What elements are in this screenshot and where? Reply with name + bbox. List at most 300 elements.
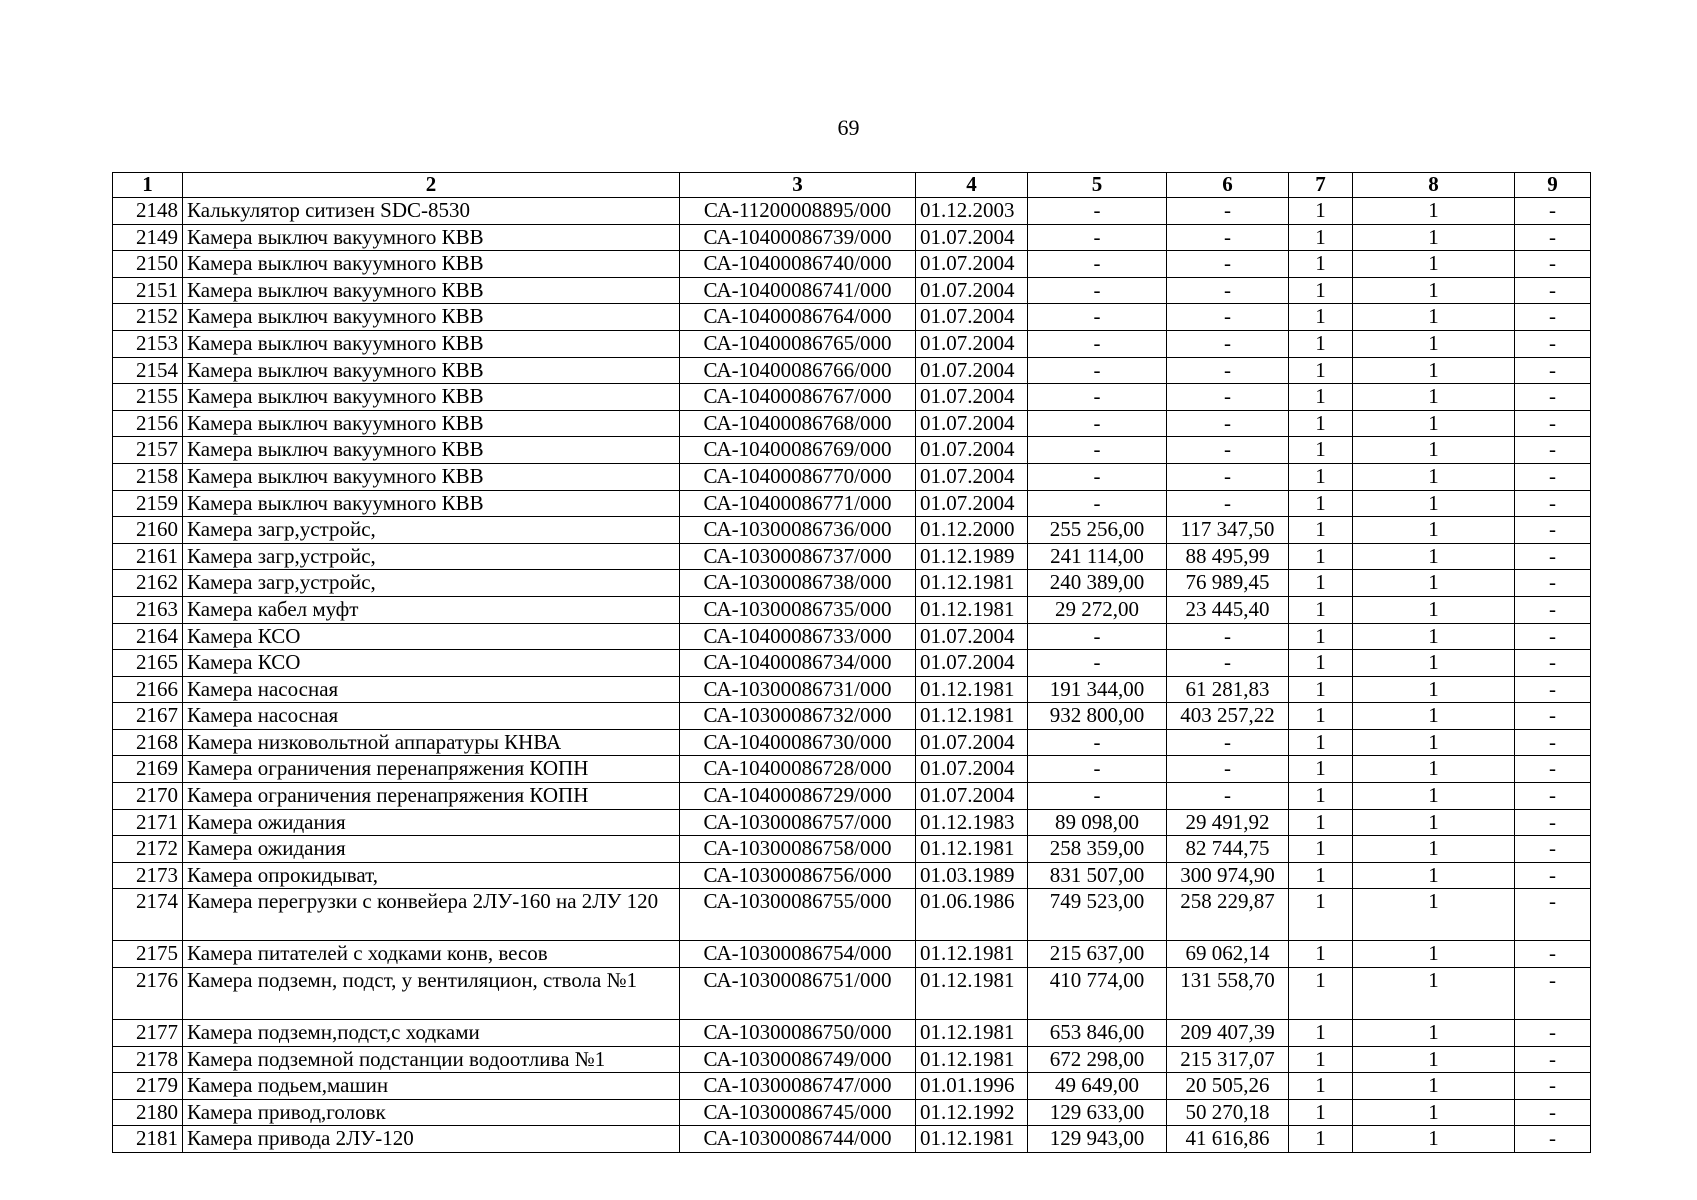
header-row bbox=[113, 173, 1591, 198]
initial-cost-cell: 240 389,00 bbox=[1028, 570, 1167, 597]
table-row bbox=[113, 809, 1591, 836]
item-name-cell: Камера ожидания bbox=[183, 809, 680, 836]
table-row bbox=[113, 437, 1591, 464]
quantity-actual-cell: 1 bbox=[1353, 809, 1515, 836]
column-header: 3 bbox=[680, 173, 916, 198]
residual-cost-cell: - bbox=[1167, 650, 1289, 677]
column-header: 9 bbox=[1515, 173, 1591, 198]
initial-cost-cell: 29 272,00 bbox=[1028, 596, 1167, 623]
table-row bbox=[113, 330, 1591, 357]
row-number-cell: 2163 bbox=[113, 596, 183, 623]
inventory-number-cell: СА-10300086745/000 bbox=[680, 1099, 916, 1126]
residual-cost-cell: 23 445,40 bbox=[1167, 596, 1289, 623]
date-cell: 01.07.2004 bbox=[916, 490, 1028, 517]
table-row bbox=[113, 490, 1591, 517]
residual-cost-cell: - bbox=[1167, 729, 1289, 756]
date-cell: 01.07.2004 bbox=[916, 756, 1028, 783]
quantity-cell: 1 bbox=[1289, 596, 1353, 623]
row-number-cell: 2180 bbox=[113, 1099, 183, 1126]
note-cell: - bbox=[1515, 862, 1591, 889]
quantity-cell: 1 bbox=[1289, 357, 1353, 384]
row-number-cell: 2168 bbox=[113, 729, 183, 756]
table-row bbox=[113, 968, 1591, 1020]
quantity-actual-cell: 1 bbox=[1353, 463, 1515, 490]
date-cell: 01.07.2004 bbox=[916, 384, 1028, 411]
row-number-cell: 2152 bbox=[113, 304, 183, 331]
table-row bbox=[113, 862, 1591, 889]
item-name-cell: Камера привод,головк bbox=[183, 1099, 680, 1126]
quantity-cell: 1 bbox=[1289, 783, 1353, 810]
inventory-number-cell: СА-10400086766/000 bbox=[680, 357, 916, 384]
note-cell: - bbox=[1515, 224, 1591, 251]
row-number-cell: 2170 bbox=[113, 783, 183, 810]
quantity-actual-cell: 1 bbox=[1353, 703, 1515, 730]
inventory-number-cell: СА-11200008895/000 bbox=[680, 198, 916, 225]
quantity-cell: 1 bbox=[1289, 304, 1353, 331]
initial-cost-cell: 831 507,00 bbox=[1028, 862, 1167, 889]
column-header: 1 bbox=[113, 173, 183, 198]
table-row bbox=[113, 463, 1591, 490]
initial-cost-cell: 241 114,00 bbox=[1028, 543, 1167, 570]
page-number: 69 bbox=[837, 115, 860, 140]
row-number-cell: 2150 bbox=[113, 251, 183, 278]
quantity-cell: 1 bbox=[1289, 836, 1353, 863]
residual-cost-cell: 88 495,99 bbox=[1167, 543, 1289, 570]
table-row bbox=[113, 596, 1591, 623]
inventory-number-cell: СА-10400086770/000 bbox=[680, 463, 916, 490]
date-cell: 01.07.2004 bbox=[916, 277, 1028, 304]
date-cell: 01.07.2004 bbox=[916, 410, 1028, 437]
item-name-cell: Камера кабел муфт bbox=[183, 596, 680, 623]
residual-cost-cell: 117 347,50 bbox=[1167, 517, 1289, 544]
note-cell: - bbox=[1515, 729, 1591, 756]
date-cell: 01.12.1981 bbox=[916, 596, 1028, 623]
table-row bbox=[113, 1020, 1591, 1047]
inventory-number-cell: СА-10300086732/000 bbox=[680, 703, 916, 730]
item-name-cell: Камера опрокидыват, bbox=[183, 862, 680, 889]
item-name-cell: Камера подьем,машин bbox=[183, 1073, 680, 1100]
residual-cost-cell: 131 558,70 bbox=[1167, 968, 1289, 1020]
residual-cost-cell: 403 257,22 bbox=[1167, 703, 1289, 730]
item-name-cell: Камера выключ вакуумного КВВ bbox=[183, 437, 680, 464]
note-cell: - bbox=[1515, 596, 1591, 623]
item-name-cell: Камера подземн,подст,с ходками bbox=[183, 1020, 680, 1047]
table-row bbox=[113, 251, 1591, 278]
inventory-number-cell: СА-10300086747/000 bbox=[680, 1073, 916, 1100]
item-name-cell: Камера выключ вакуумного КВВ bbox=[183, 304, 680, 331]
item-name-cell: Камера насосная bbox=[183, 703, 680, 730]
date-cell: 01.12.1981 bbox=[916, 836, 1028, 863]
residual-cost-cell: - bbox=[1167, 198, 1289, 225]
date-cell: 01.06.1986 bbox=[916, 889, 1028, 941]
residual-cost-cell: 41 616,86 bbox=[1167, 1126, 1289, 1153]
quantity-actual-cell: 1 bbox=[1353, 596, 1515, 623]
residual-cost-cell: 215 317,07 bbox=[1167, 1046, 1289, 1073]
item-name-cell: Камера загр,устройс, bbox=[183, 517, 680, 544]
initial-cost-cell: 191 344,00 bbox=[1028, 676, 1167, 703]
note-cell: - bbox=[1515, 463, 1591, 490]
table-row bbox=[113, 676, 1591, 703]
initial-cost-cell: 932 800,00 bbox=[1028, 703, 1167, 730]
initial-cost-cell: - bbox=[1028, 623, 1167, 650]
quantity-actual-cell: 1 bbox=[1353, 437, 1515, 464]
quantity-actual-cell: 1 bbox=[1353, 384, 1515, 411]
initial-cost-cell: - bbox=[1028, 198, 1167, 225]
table-row bbox=[113, 277, 1591, 304]
quantity-cell: 1 bbox=[1289, 650, 1353, 677]
quantity-cell: 1 bbox=[1289, 463, 1353, 490]
residual-cost-cell: 76 989,45 bbox=[1167, 570, 1289, 597]
date-cell: 01.01.1996 bbox=[916, 1073, 1028, 1100]
residual-cost-cell: - bbox=[1167, 330, 1289, 357]
row-number-cell: 2148 bbox=[113, 198, 183, 225]
note-cell: - bbox=[1515, 650, 1591, 677]
date-cell: 01.12.2000 bbox=[916, 517, 1028, 544]
row-number-cell: 2155 bbox=[113, 384, 183, 411]
quantity-actual-cell: 1 bbox=[1353, 623, 1515, 650]
residual-cost-cell: 209 407,39 bbox=[1167, 1020, 1289, 1047]
date-cell: 01.07.2004 bbox=[916, 251, 1028, 278]
inventory-number-cell: СА-10300086731/000 bbox=[680, 676, 916, 703]
inventory-number-cell: СА-10400086739/000 bbox=[680, 224, 916, 251]
quantity-actual-cell: 1 bbox=[1353, 543, 1515, 570]
inventory-number-cell: СА-10300086735/000 bbox=[680, 596, 916, 623]
row-number-cell: 2176 bbox=[113, 968, 183, 1020]
quantity-cell: 1 bbox=[1289, 277, 1353, 304]
item-name-cell: Камера перегрузки с конвейера 2ЛУ-160 на 2ЛУ 120 bbox=[183, 889, 680, 941]
row-number-cell: 2174 bbox=[113, 889, 183, 941]
quantity-cell: 1 bbox=[1289, 729, 1353, 756]
column-header: 8 bbox=[1353, 173, 1515, 198]
date-cell: 01.12.1989 bbox=[916, 543, 1028, 570]
date-cell: 01.07.2004 bbox=[916, 437, 1028, 464]
initial-cost-cell: - bbox=[1028, 437, 1167, 464]
initial-cost-cell: 89 098,00 bbox=[1028, 809, 1167, 836]
inventory-number-cell: СА-10400086765/000 bbox=[680, 330, 916, 357]
initial-cost-cell: - bbox=[1028, 304, 1167, 331]
table-row bbox=[113, 384, 1591, 411]
initial-cost-cell: - bbox=[1028, 650, 1167, 677]
initial-cost-cell: - bbox=[1028, 463, 1167, 490]
row-number-cell: 2167 bbox=[113, 703, 183, 730]
inventory-number-cell: СА-10400086768/000 bbox=[680, 410, 916, 437]
quantity-actual-cell: 1 bbox=[1353, 889, 1515, 941]
item-name-cell: Камера подземн, подст, у вентиляцион, ствола №1 bbox=[183, 968, 680, 1020]
initial-cost-cell: 255 256,00 bbox=[1028, 517, 1167, 544]
table-header bbox=[113, 173, 1591, 198]
residual-cost-cell: - bbox=[1167, 277, 1289, 304]
residual-cost-cell: - bbox=[1167, 463, 1289, 490]
table-body bbox=[113, 198, 1591, 1153]
row-number-cell: 2154 bbox=[113, 357, 183, 384]
column-header: 4 bbox=[916, 173, 1028, 198]
row-number-cell: 2175 bbox=[113, 941, 183, 968]
item-name-cell: Калькулятор ситизен SDC-8530 bbox=[183, 198, 680, 225]
item-name-cell: Камера загр,устройс, bbox=[183, 570, 680, 597]
initial-cost-cell: - bbox=[1028, 756, 1167, 783]
quantity-cell: 1 bbox=[1289, 809, 1353, 836]
date-cell: 01.12.1981 bbox=[916, 1126, 1028, 1153]
quantity-cell: 1 bbox=[1289, 543, 1353, 570]
date-cell: 01.07.2004 bbox=[916, 330, 1028, 357]
residual-cost-cell: - bbox=[1167, 384, 1289, 411]
date-cell: 01.07.2004 bbox=[916, 729, 1028, 756]
item-name-cell: Камера привода 2ЛУ-120 bbox=[183, 1126, 680, 1153]
quantity-cell: 1 bbox=[1289, 1099, 1353, 1126]
table-row bbox=[113, 783, 1591, 810]
date-cell: 01.12.1981 bbox=[916, 703, 1028, 730]
inventory-number-cell: СА-10400086771/000 bbox=[680, 490, 916, 517]
quantity-cell: 1 bbox=[1289, 1073, 1353, 1100]
row-number-cell: 2158 bbox=[113, 463, 183, 490]
initial-cost-cell: - bbox=[1028, 224, 1167, 251]
note-cell: - bbox=[1515, 703, 1591, 730]
note-cell: - bbox=[1515, 384, 1591, 411]
quantity-actual-cell: 1 bbox=[1353, 277, 1515, 304]
note-cell: - bbox=[1515, 1020, 1591, 1047]
inventory-number-cell: СА-10400086729/000 bbox=[680, 783, 916, 810]
residual-cost-cell: - bbox=[1167, 304, 1289, 331]
residual-cost-cell: 29 491,92 bbox=[1167, 809, 1289, 836]
quantity-cell: 1 bbox=[1289, 251, 1353, 278]
inventory-number-cell: СА-10400086767/000 bbox=[680, 384, 916, 411]
initial-cost-cell: - bbox=[1028, 277, 1167, 304]
item-name-cell: Камера выключ вакуумного КВВ bbox=[183, 410, 680, 437]
inventory-number-cell: СА-10400086769/000 bbox=[680, 437, 916, 464]
row-number-cell: 2151 bbox=[113, 277, 183, 304]
quantity-cell: 1 bbox=[1289, 490, 1353, 517]
date-cell: 01.12.2003 bbox=[916, 198, 1028, 225]
row-number-cell: 2166 bbox=[113, 676, 183, 703]
item-name-cell: Камера КСО bbox=[183, 623, 680, 650]
quantity-actual-cell: 1 bbox=[1353, 756, 1515, 783]
table-row bbox=[113, 410, 1591, 437]
date-cell: 01.03.1989 bbox=[916, 862, 1028, 889]
table-row bbox=[113, 703, 1591, 730]
quantity-cell: 1 bbox=[1289, 756, 1353, 783]
note-cell: - bbox=[1515, 623, 1591, 650]
quantity-cell: 1 bbox=[1289, 330, 1353, 357]
item-name-cell: Камера выключ вакуумного КВВ bbox=[183, 384, 680, 411]
item-name-cell: Камера ограничения перенапряжения КОПН bbox=[183, 756, 680, 783]
inventory-number-cell: СА-10300086754/000 bbox=[680, 941, 916, 968]
item-name-cell: Камера выключ вакуумного КВВ bbox=[183, 463, 680, 490]
inventory-number-cell: СА-10300086744/000 bbox=[680, 1126, 916, 1153]
note-cell: - bbox=[1515, 676, 1591, 703]
note-cell: - bbox=[1515, 1046, 1591, 1073]
quantity-actual-cell: 1 bbox=[1353, 304, 1515, 331]
note-cell: - bbox=[1515, 437, 1591, 464]
date-cell: 01.12.1983 bbox=[916, 809, 1028, 836]
inventory-number-cell: СА-10400086741/000 bbox=[680, 277, 916, 304]
table-row bbox=[113, 570, 1591, 597]
inventory-number-cell: СА-10300086750/000 bbox=[680, 1020, 916, 1047]
quantity-actual-cell: 1 bbox=[1353, 836, 1515, 863]
initial-cost-cell: 672 298,00 bbox=[1028, 1046, 1167, 1073]
quantity-cell: 1 bbox=[1289, 570, 1353, 597]
row-number-cell: 2179 bbox=[113, 1073, 183, 1100]
date-cell: 01.12.1981 bbox=[916, 676, 1028, 703]
date-cell: 01.12.1981 bbox=[916, 941, 1028, 968]
inventory-number-cell: СА-10400086728/000 bbox=[680, 756, 916, 783]
quantity-actual-cell: 1 bbox=[1353, 1099, 1515, 1126]
inventory-number-cell: СА-10400086734/000 bbox=[680, 650, 916, 677]
note-cell: - bbox=[1515, 543, 1591, 570]
table-row bbox=[113, 729, 1591, 756]
quantity-cell: 1 bbox=[1289, 1020, 1353, 1047]
item-name-cell: Камера выключ вакуумного КВВ bbox=[183, 277, 680, 304]
note-cell: - bbox=[1515, 836, 1591, 863]
initial-cost-cell: - bbox=[1028, 251, 1167, 278]
initial-cost-cell: - bbox=[1028, 357, 1167, 384]
initial-cost-cell: 129 943,00 bbox=[1028, 1126, 1167, 1153]
residual-cost-cell: 50 270,18 bbox=[1167, 1099, 1289, 1126]
row-number-cell: 2156 bbox=[113, 410, 183, 437]
row-number-cell: 2172 bbox=[113, 836, 183, 863]
item-name-cell: Камера подземной подстанции водоотлива №1 bbox=[183, 1046, 680, 1073]
table-row bbox=[113, 543, 1591, 570]
row-number-cell: 2162 bbox=[113, 570, 183, 597]
residual-cost-cell: - bbox=[1167, 756, 1289, 783]
quantity-cell: 1 bbox=[1289, 968, 1353, 1020]
inventory-number-cell: СА-10400086733/000 bbox=[680, 623, 916, 650]
table-row bbox=[113, 304, 1591, 331]
inventory-number-cell: СА-10400086730/000 bbox=[680, 729, 916, 756]
residual-cost-cell: 69 062,14 bbox=[1167, 941, 1289, 968]
item-name-cell: Камера выключ вакуумного КВВ bbox=[183, 490, 680, 517]
quantity-actual-cell: 1 bbox=[1353, 1126, 1515, 1153]
initial-cost-cell: 215 637,00 bbox=[1028, 941, 1167, 968]
inventory-number-cell: СА-10300086756/000 bbox=[680, 862, 916, 889]
quantity-actual-cell: 1 bbox=[1353, 410, 1515, 437]
row-number-cell: 2165 bbox=[113, 650, 183, 677]
date-cell: 01.07.2004 bbox=[916, 224, 1028, 251]
column-header: 5 bbox=[1028, 173, 1167, 198]
date-cell: 01.12.1981 bbox=[916, 570, 1028, 597]
quantity-actual-cell: 1 bbox=[1353, 729, 1515, 756]
quantity-cell: 1 bbox=[1289, 410, 1353, 437]
table-row bbox=[113, 1126, 1591, 1153]
item-name-cell: Камера выключ вакуумного КВВ bbox=[183, 251, 680, 278]
date-cell: 01.12.1981 bbox=[916, 1046, 1028, 1073]
initial-cost-cell: - bbox=[1028, 384, 1167, 411]
note-cell: - bbox=[1515, 304, 1591, 331]
quantity-cell: 1 bbox=[1289, 1126, 1353, 1153]
initial-cost-cell: 410 774,00 bbox=[1028, 968, 1167, 1020]
quantity-cell: 1 bbox=[1289, 862, 1353, 889]
residual-cost-cell: 20 505,26 bbox=[1167, 1073, 1289, 1100]
row-number-cell: 2157 bbox=[113, 437, 183, 464]
quantity-cell: 1 bbox=[1289, 703, 1353, 730]
date-cell: 01.07.2004 bbox=[916, 304, 1028, 331]
note-cell: - bbox=[1515, 410, 1591, 437]
inventory-table bbox=[112, 172, 1591, 1153]
inventory-number-cell: СА-10300086755/000 bbox=[680, 889, 916, 941]
table-row bbox=[113, 1099, 1591, 1126]
quantity-cell: 1 bbox=[1289, 384, 1353, 411]
table-row bbox=[113, 1073, 1591, 1100]
note-cell: - bbox=[1515, 968, 1591, 1020]
inventory-number-cell: СА-10300086758/000 bbox=[680, 836, 916, 863]
column-header: 2 bbox=[183, 173, 680, 198]
quantity-actual-cell: 1 bbox=[1353, 783, 1515, 810]
quantity-actual-cell: 1 bbox=[1353, 517, 1515, 544]
row-number-cell: 2181 bbox=[113, 1126, 183, 1153]
row-number-cell: 2177 bbox=[113, 1020, 183, 1047]
note-cell: - bbox=[1515, 517, 1591, 544]
row-number-cell: 2171 bbox=[113, 809, 183, 836]
note-cell: - bbox=[1515, 277, 1591, 304]
column-header: 6 bbox=[1167, 173, 1289, 198]
quantity-actual-cell: 1 bbox=[1353, 1046, 1515, 1073]
item-name-cell: Камера ожидания bbox=[183, 836, 680, 863]
inventory-number-cell: СА-10400086740/000 bbox=[680, 251, 916, 278]
residual-cost-cell: - bbox=[1167, 623, 1289, 650]
row-number-cell: 2178 bbox=[113, 1046, 183, 1073]
quantity-actual-cell: 1 bbox=[1353, 330, 1515, 357]
initial-cost-cell: 653 846,00 bbox=[1028, 1020, 1167, 1047]
note-cell: - bbox=[1515, 941, 1591, 968]
table-row bbox=[113, 517, 1591, 544]
date-cell: 01.07.2004 bbox=[916, 650, 1028, 677]
table-row bbox=[113, 941, 1591, 968]
inventory-number-cell: СА-10300086736/000 bbox=[680, 517, 916, 544]
note-cell: - bbox=[1515, 357, 1591, 384]
inventory-number-cell: СА-10400086764/000 bbox=[680, 304, 916, 331]
quantity-cell: 1 bbox=[1289, 517, 1353, 544]
quantity-actual-cell: 1 bbox=[1353, 968, 1515, 1020]
initial-cost-cell: 749 523,00 bbox=[1028, 889, 1167, 941]
residual-cost-cell: - bbox=[1167, 410, 1289, 437]
quantity-cell: 1 bbox=[1289, 941, 1353, 968]
inventory-number-cell: СА-10300086738/000 bbox=[680, 570, 916, 597]
note-cell: - bbox=[1515, 1126, 1591, 1153]
inventory-number-cell: СА-10300086749/000 bbox=[680, 1046, 916, 1073]
residual-cost-cell: - bbox=[1167, 437, 1289, 464]
date-cell: 01.07.2004 bbox=[916, 783, 1028, 810]
item-name-cell: Камера выключ вакуумного КВВ bbox=[183, 330, 680, 357]
date-cell: 01.07.2004 bbox=[916, 463, 1028, 490]
note-cell: - bbox=[1515, 251, 1591, 278]
initial-cost-cell: - bbox=[1028, 729, 1167, 756]
quantity-actual-cell: 1 bbox=[1353, 862, 1515, 889]
date-cell: 01.12.1992 bbox=[916, 1099, 1028, 1126]
quantity-actual-cell: 1 bbox=[1353, 650, 1515, 677]
inventory-number-cell: СА-10300086757/000 bbox=[680, 809, 916, 836]
quantity-cell: 1 bbox=[1289, 198, 1353, 225]
column-header: 7 bbox=[1289, 173, 1353, 198]
note-cell: - bbox=[1515, 809, 1591, 836]
table-row bbox=[113, 224, 1591, 251]
quantity-actual-cell: 1 bbox=[1353, 198, 1515, 225]
quantity-cell: 1 bbox=[1289, 676, 1353, 703]
table-row bbox=[113, 756, 1591, 783]
row-number-cell: 2149 bbox=[113, 224, 183, 251]
table-row bbox=[113, 1046, 1591, 1073]
quantity-actual-cell: 1 bbox=[1353, 357, 1515, 384]
quantity-actual-cell: 1 bbox=[1353, 570, 1515, 597]
date-cell: 01.07.2004 bbox=[916, 357, 1028, 384]
quantity-cell: 1 bbox=[1289, 1046, 1353, 1073]
residual-cost-cell: 300 974,90 bbox=[1167, 862, 1289, 889]
row-number-cell: 2159 bbox=[113, 490, 183, 517]
note-cell: - bbox=[1515, 1073, 1591, 1100]
residual-cost-cell: - bbox=[1167, 224, 1289, 251]
table-row bbox=[113, 623, 1591, 650]
row-number-cell: 2173 bbox=[113, 862, 183, 889]
date-cell: 01.07.2004 bbox=[916, 623, 1028, 650]
initial-cost-cell: - bbox=[1028, 783, 1167, 810]
